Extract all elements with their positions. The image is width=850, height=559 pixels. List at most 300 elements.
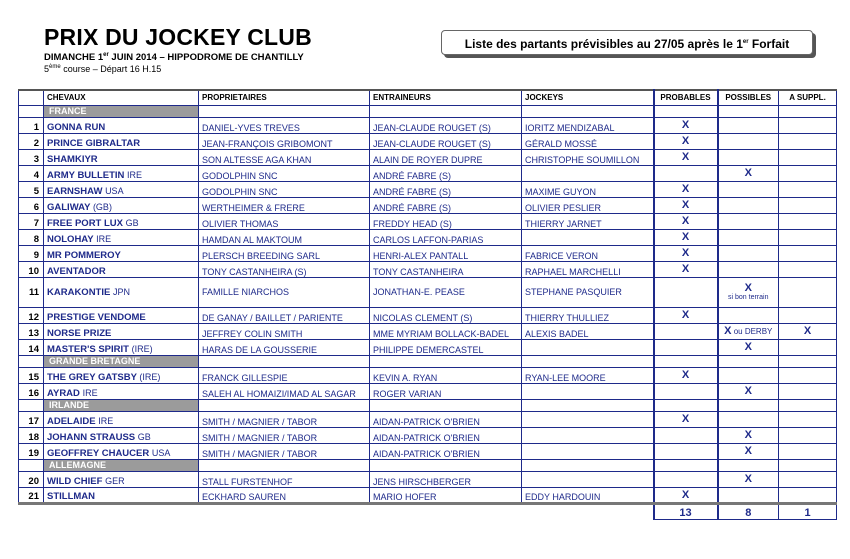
horse-name-text: AYRAD bbox=[47, 387, 80, 399]
horse-origin: IRE bbox=[127, 169, 143, 180]
horse-name-text: KARAKONTIE bbox=[47, 286, 111, 298]
possible-mark bbox=[718, 133, 779, 149]
horse-name bbox=[44, 213, 199, 229]
horse-name bbox=[44, 133, 199, 149]
totals-blank bbox=[19, 503, 44, 519]
supplement-mark bbox=[779, 307, 837, 323]
possible-mark bbox=[718, 165, 779, 181]
blank-cell bbox=[522, 399, 654, 411]
possible-x: X bbox=[724, 325, 732, 337]
page-title: PRIX DU JOCKEY CLUB bbox=[44, 24, 312, 50]
possible-mark bbox=[718, 307, 779, 323]
runner-number: 18 bbox=[19, 427, 44, 443]
horse-name bbox=[44, 277, 199, 307]
supplement-mark bbox=[779, 229, 837, 245]
horse-origin: GB bbox=[137, 431, 151, 442]
country-label: GRANDE BRETAGNE bbox=[44, 355, 199, 367]
probable-mark: X bbox=[654, 367, 718, 383]
trainer-cell: AIDAN-PATRICK O'BRIEN bbox=[370, 443, 522, 459]
supplement-mark bbox=[779, 213, 837, 229]
table-row bbox=[19, 149, 837, 165]
jockey-cell bbox=[522, 427, 654, 443]
owner-cell: PLERSCH BREEDING SARL bbox=[199, 245, 370, 261]
probable-mark: X bbox=[654, 245, 718, 261]
header-probables: PROBABLES bbox=[654, 90, 718, 105]
blank-cell bbox=[199, 459, 370, 471]
horse-name bbox=[44, 367, 199, 383]
horse-origin: GB bbox=[125, 217, 139, 228]
probable-mark: X bbox=[654, 261, 718, 277]
runner-number: 14 bbox=[19, 339, 44, 355]
supplement-mark bbox=[779, 427, 837, 443]
table-row bbox=[19, 367, 837, 383]
owner-cell: SMITH / MAGNIER / TABOR bbox=[199, 427, 370, 443]
possible-mark bbox=[718, 117, 779, 133]
table-row bbox=[19, 165, 837, 181]
header-jockeys: JOCKEYS bbox=[522, 90, 654, 105]
probable-mark: X bbox=[654, 133, 718, 149]
possible-mark bbox=[718, 197, 779, 213]
horse-origin: IRE bbox=[96, 233, 112, 244]
jockey-cell: RYAN-LEE MOORE bbox=[522, 367, 654, 383]
runner-number: 6 bbox=[19, 197, 44, 213]
blank-cell bbox=[522, 105, 654, 117]
possible-mark bbox=[718, 149, 779, 165]
possible-mark bbox=[718, 181, 779, 197]
venue-text: JUIN 2014 – HIPPODROME DE CHANTILLY bbox=[108, 52, 304, 64]
jockey-cell bbox=[522, 443, 654, 459]
possible-mark bbox=[718, 471, 779, 487]
trainer-cell: AIDAN-PATRICK O'BRIEN bbox=[370, 411, 522, 427]
table-header-row bbox=[19, 90, 837, 105]
country-row bbox=[19, 459, 837, 471]
table-row bbox=[19, 117, 837, 133]
blank-cell bbox=[199, 355, 370, 367]
table-row bbox=[19, 323, 837, 339]
date-sup: er bbox=[103, 52, 109, 58]
table-row bbox=[19, 411, 837, 427]
runner-number: 8 bbox=[19, 229, 44, 245]
horse-name bbox=[44, 149, 199, 165]
horse-name bbox=[44, 307, 199, 323]
probable-mark: X bbox=[654, 411, 718, 427]
horse-origin: (IRE) bbox=[139, 371, 161, 382]
runner-number: 21 bbox=[19, 487, 44, 503]
horse-name bbox=[44, 427, 199, 443]
total-probables: 13 bbox=[654, 503, 718, 519]
blank-cell bbox=[654, 355, 718, 367]
owner-cell: SALEH AL HOMAIZI/IMAD AL SAGAR bbox=[199, 383, 370, 399]
table-row bbox=[19, 181, 837, 197]
owner-cell: TONY CASTANHEIRA (S) bbox=[199, 261, 370, 277]
probable-mark bbox=[654, 165, 718, 181]
owner-cell: GODOLPHIN SNC bbox=[199, 165, 370, 181]
jockey-cell: FABRICE VERON bbox=[522, 245, 654, 261]
horse-origin: IRE bbox=[98, 415, 114, 426]
header-trainers: ENTRAINEURS bbox=[370, 90, 522, 105]
owner-cell: OLIVIER THOMAS bbox=[199, 213, 370, 229]
horse-origin: JPN bbox=[112, 286, 130, 297]
country-row bbox=[19, 355, 837, 367]
table-row bbox=[19, 213, 837, 229]
runner-number: 20 bbox=[19, 471, 44, 487]
table-row bbox=[19, 339, 837, 355]
owner-cell: JEFFREY COLIN SMITH bbox=[199, 323, 370, 339]
horse-origin: (IRE) bbox=[131, 343, 153, 354]
runner-number: 7 bbox=[19, 213, 44, 229]
trainer-cell: ANDRÉ FABRE (S) bbox=[370, 197, 522, 213]
trainer-cell: ROGER VARIAN bbox=[370, 383, 522, 399]
runner-number: 10 bbox=[19, 261, 44, 277]
probable-mark bbox=[654, 277, 718, 307]
horse-name bbox=[44, 443, 199, 459]
owner-cell: STALL FURSTENHOF bbox=[199, 471, 370, 487]
totals-blank bbox=[522, 503, 654, 519]
blank-cell bbox=[779, 105, 837, 117]
horse-name-text: PRESTIGE VENDOME bbox=[47, 311, 146, 323]
runner-number: 12 bbox=[19, 307, 44, 323]
probable-mark bbox=[654, 427, 718, 443]
trainer-cell: ANDRÉ FABRE (S) bbox=[370, 181, 522, 197]
possible-x: X bbox=[744, 341, 752, 353]
blank-cell bbox=[654, 399, 718, 411]
probable-mark bbox=[654, 443, 718, 459]
horse-name-text: NORSE PRIZE bbox=[47, 327, 112, 339]
trainer-cell: JONATHAN-E. PEASE bbox=[370, 277, 522, 307]
country-blank bbox=[19, 355, 44, 367]
table-row bbox=[19, 427, 837, 443]
table-row bbox=[19, 443, 837, 459]
possible-mark bbox=[718, 229, 779, 245]
runner-number: 1 bbox=[19, 117, 44, 133]
trainer-cell: HENRI-ALEX PANTALL bbox=[370, 245, 522, 261]
notice-suffix: Forfait bbox=[748, 37, 790, 51]
horse-name-text: EARNSHAW bbox=[47, 185, 103, 197]
possible-mark bbox=[718, 427, 779, 443]
horse-name bbox=[44, 471, 199, 487]
trainer-cell: JEAN-CLAUDE ROUGET (S) bbox=[370, 117, 522, 133]
blank-cell bbox=[370, 355, 522, 367]
runner-number: 15 bbox=[19, 367, 44, 383]
header-possibles: POSSIBLES bbox=[718, 90, 779, 105]
owner-cell: HAMDAN AL MAKTOUM bbox=[199, 229, 370, 245]
horse-name-text: THE GREY GATSBY bbox=[47, 371, 137, 383]
horse-origin: (GB) bbox=[92, 201, 112, 212]
horse-origin: IRE bbox=[82, 387, 98, 398]
supplement-mark bbox=[779, 245, 837, 261]
course-departure: course – Départ 16 H.15 bbox=[60, 64, 162, 74]
table-row bbox=[19, 487, 837, 503]
supplement-mark bbox=[779, 471, 837, 487]
trainer-cell: KEVIN A. RYAN bbox=[370, 367, 522, 383]
horse-name-text: GALIWAY bbox=[47, 201, 91, 213]
horse-name bbox=[44, 411, 199, 427]
blank-cell bbox=[779, 399, 837, 411]
horse-name bbox=[44, 181, 199, 197]
course-sup: ème bbox=[49, 64, 61, 70]
jockey-cell: EDDY HARDOUIN bbox=[522, 487, 654, 503]
probable-mark bbox=[654, 323, 718, 339]
probable-mark bbox=[654, 383, 718, 399]
table-row bbox=[19, 133, 837, 149]
horse-name bbox=[44, 339, 199, 355]
possible-note: si bon terrain bbox=[728, 294, 769, 301]
table-row bbox=[19, 197, 837, 213]
horse-name bbox=[44, 487, 199, 503]
blank-cell bbox=[522, 355, 654, 367]
possible-mark bbox=[718, 277, 779, 307]
jockey-cell bbox=[522, 383, 654, 399]
probable-mark: X bbox=[654, 181, 718, 197]
table-row bbox=[19, 471, 837, 487]
jockey-cell bbox=[522, 471, 654, 487]
possible-x: X bbox=[744, 167, 752, 179]
runners-table bbox=[18, 89, 837, 520]
jockey-cell bbox=[522, 229, 654, 245]
probable-mark bbox=[654, 339, 718, 355]
date-text: DIMANCHE 1 bbox=[44, 52, 104, 64]
possible-mark bbox=[718, 383, 779, 399]
runner-number: 13 bbox=[19, 323, 44, 339]
jockey-cell bbox=[522, 339, 654, 355]
runner-number: 19 bbox=[19, 443, 44, 459]
possible-note: ou DERBY bbox=[731, 327, 773, 336]
horse-name-text: SHAMKIYR bbox=[47, 153, 98, 165]
header-supplement: A SUPPL. bbox=[779, 90, 837, 105]
owner-cell: DE GANAY / BAILLET / PARIENTE bbox=[199, 307, 370, 323]
header-horses: CHEVAUX bbox=[44, 90, 199, 105]
horse-name bbox=[44, 323, 199, 339]
course-number: 5 bbox=[44, 64, 50, 74]
jockey-cell: CHRISTOPHE SOUMILLON bbox=[522, 149, 654, 165]
runner-number: 3 bbox=[19, 149, 44, 165]
country-label: IRLANDE bbox=[44, 399, 199, 411]
totals-row bbox=[19, 503, 837, 519]
owner-cell: ECKHARD SAUREN bbox=[199, 487, 370, 503]
blank-cell bbox=[718, 399, 779, 411]
trainer-cell: JEAN-CLAUDE ROUGET (S) bbox=[370, 133, 522, 149]
probable-mark: X bbox=[654, 117, 718, 133]
possible-mark bbox=[718, 245, 779, 261]
entries-notice-box bbox=[441, 30, 813, 55]
horse-name-text: STILLMAN bbox=[47, 490, 96, 502]
trainer-cell: ALAIN DE ROYER DUPRE bbox=[370, 149, 522, 165]
table-row bbox=[19, 277, 837, 307]
blank-cell bbox=[370, 459, 522, 471]
supplement-mark bbox=[779, 181, 837, 197]
horse-name-text: GONNA RUN bbox=[47, 121, 106, 133]
probable-mark bbox=[654, 471, 718, 487]
total-supplement: 1 bbox=[779, 503, 837, 519]
horse-name-text: ARMY BULLETIN bbox=[47, 169, 125, 181]
horse-name-text: AVENTADOR bbox=[47, 265, 106, 277]
runner-number: 2 bbox=[19, 133, 44, 149]
trainer-cell: JENS HIRSCHBERGER bbox=[370, 471, 522, 487]
trainer-cell: ANDRÉ FABRE (S) bbox=[370, 165, 522, 181]
runner-number: 17 bbox=[19, 411, 44, 427]
total-possibles: 8 bbox=[718, 503, 779, 519]
probable-mark: X bbox=[654, 229, 718, 245]
blank-cell bbox=[199, 399, 370, 411]
owner-cell: JEAN-FRANÇOIS GRIBOMONT bbox=[199, 133, 370, 149]
horse-name bbox=[44, 165, 199, 181]
runner-number: 16 bbox=[19, 383, 44, 399]
owner-cell: SMITH / MAGNIER / TABOR bbox=[199, 411, 370, 427]
owner-cell: WERTHEIMER & FRERE bbox=[199, 197, 370, 213]
course-info bbox=[44, 64, 161, 74]
table-row bbox=[19, 383, 837, 399]
supplement-mark bbox=[779, 149, 837, 165]
owner-cell: SON ALTESSE AGA KHAN bbox=[199, 149, 370, 165]
jockey-cell: ALEXIS BADEL bbox=[522, 323, 654, 339]
horse-name bbox=[44, 197, 199, 213]
notice-text: Liste des partants prévisibles au 27/05 après le 1 bbox=[464, 37, 743, 51]
horse-name-text: PRINCE GIBRALTAR bbox=[47, 137, 141, 149]
supplement-mark bbox=[779, 165, 837, 181]
supplement-mark bbox=[779, 261, 837, 277]
supplement-mark bbox=[779, 197, 837, 213]
supplement-mark bbox=[779, 383, 837, 399]
horse-name-text: WILD CHIEF bbox=[47, 475, 103, 487]
possible-x: X bbox=[744, 445, 752, 457]
supplement-mark bbox=[779, 339, 837, 355]
horse-name-text: ADELAIDE bbox=[47, 415, 96, 427]
jockey-cell: THIERRY JARNET bbox=[522, 213, 654, 229]
supplement-mark bbox=[779, 443, 837, 459]
country-label: ALLEMAGNE bbox=[44, 459, 199, 471]
probable-mark: X bbox=[654, 197, 718, 213]
horse-name-text: MASTER'S SPIRIT bbox=[47, 343, 129, 355]
totals-blank bbox=[44, 503, 199, 519]
supplement-mark bbox=[779, 411, 837, 427]
supplement-mark: X bbox=[779, 323, 837, 339]
trainer-cell: TONY CASTANHEIRA bbox=[370, 261, 522, 277]
country-blank bbox=[19, 399, 44, 411]
owner-cell: FAMILLE NIARCHOS bbox=[199, 277, 370, 307]
jockey-cell: STEPHANE PASQUIER bbox=[522, 277, 654, 307]
possible-mark bbox=[718, 339, 779, 355]
horse-origin: USA bbox=[151, 447, 171, 458]
probable-mark: X bbox=[654, 213, 718, 229]
horse-name-text: FREE PORT LUX bbox=[47, 217, 124, 229]
trainer-cell: NICOLAS CLEMENT (S) bbox=[370, 307, 522, 323]
country-blank bbox=[19, 105, 44, 117]
table-row bbox=[19, 229, 837, 245]
probable-mark: X bbox=[654, 149, 718, 165]
blank-cell bbox=[718, 459, 779, 471]
country-label: FRANCE bbox=[44, 105, 199, 117]
jockey-cell bbox=[522, 411, 654, 427]
horse-name-text: MR POMMEROY bbox=[47, 249, 121, 261]
possible-mark bbox=[718, 411, 779, 427]
supplement-mark bbox=[779, 133, 837, 149]
notice-sup: er bbox=[742, 39, 749, 45]
horse-name bbox=[44, 383, 199, 399]
jockey-cell: IORITZ MENDIZABAL bbox=[522, 117, 654, 133]
jockey-cell: THIERRY THULLIEZ bbox=[522, 307, 654, 323]
possible-mark bbox=[718, 213, 779, 229]
owner-cell: GODOLPHIN SNC bbox=[199, 181, 370, 197]
runner-number: 5 bbox=[19, 181, 44, 197]
possible-x: X bbox=[744, 429, 752, 441]
blank-cell bbox=[370, 399, 522, 411]
possible-mark bbox=[718, 443, 779, 459]
blank-cell bbox=[522, 459, 654, 471]
possible-mark bbox=[718, 261, 779, 277]
country-row bbox=[19, 399, 837, 411]
blank-cell bbox=[779, 459, 837, 471]
owner-cell: HARAS DE LA GOUSSERIE bbox=[199, 339, 370, 355]
trainer-cell: CARLOS LAFFON-PARIAS bbox=[370, 229, 522, 245]
table-row bbox=[19, 261, 837, 277]
jockey-cell: RAPHAEL MARCHELLI bbox=[522, 261, 654, 277]
owner-cell: SMITH / MAGNIER / TABOR bbox=[199, 443, 370, 459]
supplement-mark bbox=[779, 277, 837, 307]
header-owners: PROPRIETAIRES bbox=[199, 90, 370, 105]
blank-cell bbox=[718, 355, 779, 367]
trainer-cell: AIDAN-PATRICK O'BRIEN bbox=[370, 427, 522, 443]
possible-mark bbox=[718, 367, 779, 383]
supplement-mark bbox=[779, 367, 837, 383]
blank-cell bbox=[199, 105, 370, 117]
probable-mark: X bbox=[654, 487, 718, 503]
race-date-venue bbox=[44, 52, 304, 63]
blank-cell bbox=[718, 105, 779, 117]
horse-name bbox=[44, 117, 199, 133]
horse-name-text: JOHANN STRAUSS bbox=[47, 431, 136, 443]
supplement-mark bbox=[779, 117, 837, 133]
blank-cell bbox=[654, 459, 718, 471]
runner-number: 11 bbox=[19, 277, 44, 307]
table-row bbox=[19, 307, 837, 323]
possible-x: X bbox=[744, 385, 752, 397]
trainer-cell: PHILIPPE DEMERCASTEL bbox=[370, 339, 522, 355]
totals-blank bbox=[199, 503, 370, 519]
country-row bbox=[19, 105, 837, 117]
possible-x: X bbox=[744, 473, 752, 485]
horse-name-text: GEOFFREY CHAUCER bbox=[47, 447, 150, 459]
horse-name-text: NOLOHAY bbox=[47, 233, 94, 245]
possible-mark bbox=[718, 323, 779, 339]
jockey-cell: MAXIME GUYON bbox=[522, 181, 654, 197]
runner-number: 9 bbox=[19, 245, 44, 261]
possible-x: X bbox=[744, 282, 752, 294]
totals-blank bbox=[370, 503, 522, 519]
probable-mark: X bbox=[654, 307, 718, 323]
horse-name bbox=[44, 261, 199, 277]
blank-cell bbox=[370, 105, 522, 117]
horse-origin: GER bbox=[105, 475, 125, 486]
jockey-cell: GÉRALD MOSSÉ bbox=[522, 133, 654, 149]
horse-name bbox=[44, 229, 199, 245]
trainer-cell: MARIO HOFER bbox=[370, 487, 522, 503]
jockey-cell bbox=[522, 165, 654, 181]
trainer-cell: FREDDY HEAD (S) bbox=[370, 213, 522, 229]
owner-cell: DANIEL-YVES TREVES bbox=[199, 117, 370, 133]
table-row bbox=[19, 245, 837, 261]
supplement-mark bbox=[779, 487, 837, 503]
owner-cell: FRANCK GILLESPIE bbox=[199, 367, 370, 383]
horse-origin: USA bbox=[105, 185, 124, 196]
country-blank bbox=[19, 459, 44, 471]
blank-cell bbox=[654, 105, 718, 117]
runner-number: 4 bbox=[19, 165, 44, 181]
blank-cell bbox=[779, 355, 837, 367]
trainer-cell: MME MYRIAM BOLLACK-BADEL bbox=[370, 323, 522, 339]
possible-mark bbox=[718, 487, 779, 503]
jockey-cell: OLIVIER PESLIER bbox=[522, 197, 654, 213]
header-num bbox=[19, 90, 44, 105]
